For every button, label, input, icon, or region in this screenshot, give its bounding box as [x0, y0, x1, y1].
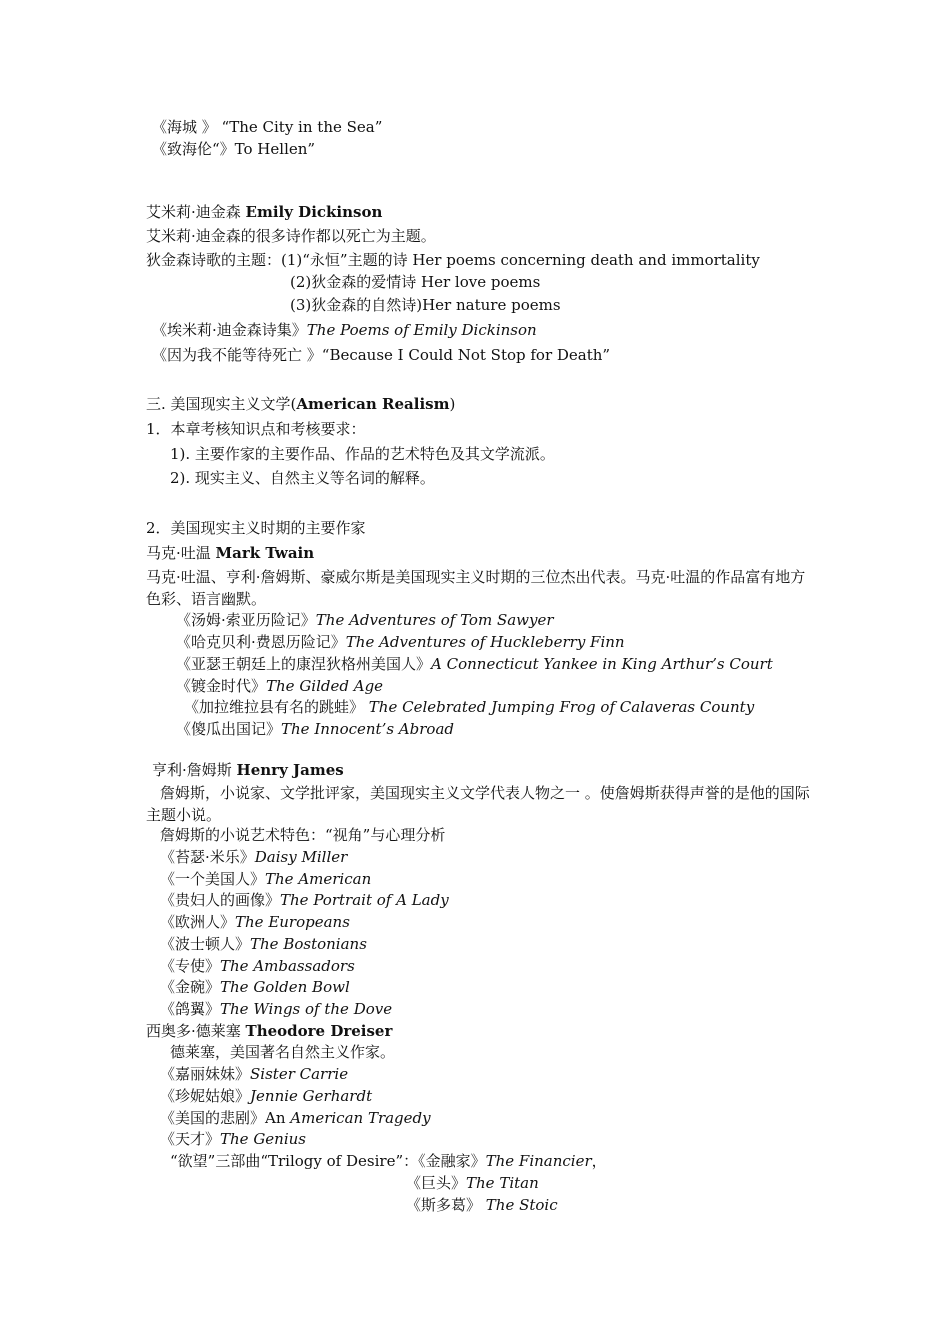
section3-requirement-2: 2). 现实主义、自然主义等名词的解释。	[170, 469, 435, 487]
dickinson-work-death: 《因为我不能等待死亡 》“Because I Could Not Stop for Death”	[152, 346, 611, 364]
twain-work: 《亚瑟王朝廷上的康涅狄格州美国人》A Connecticut Yankee in King Arthur’s Court	[176, 655, 773, 673]
dreiser-trilogy-titan: 《巨头》The Titan	[406, 1174, 539, 1192]
twain-work: 《汤姆·索亚历险记》The Adventures of Tom Sawyer	[176, 611, 554, 629]
dreiser-heading: 西奥多·德莱塞 Theodore Dreiser	[146, 1022, 393, 1040]
dickinson-theme-2: (2)狄金森的爱情诗 Her love poems	[290, 273, 541, 291]
poe-work-city-in-the-sea: 《海城 》 “The City in the Sea”	[152, 118, 383, 136]
dreiser-trilogy: “欲望”三部曲“Trilogy of Desire”：《金融家》The Financier，	[170, 1152, 607, 1170]
dickinson-work-poems: 《埃米莉·迪金森诗集》The Poems of Emily Dickinson	[152, 321, 537, 339]
james-work: 《专使》The Ambassadors	[160, 957, 355, 975]
dreiser-intro: 德莱塞，美国著名自然主义作家。	[170, 1043, 396, 1061]
twain-work: 《哈克贝利·费恩历险记》The Adventures of Huckleberry Finn	[176, 633, 625, 651]
twain-work: 《加拉维拉县有名的跳蛙》 The Celebrated Jumping Frog of Calaveras County	[184, 698, 755, 716]
james-work: 《欧洲人》The Europeans	[160, 913, 350, 931]
dickinson-name-zh: 艾米莉·迪金森	[146, 203, 246, 221]
dreiser-work: 《嘉丽妹妹》Sister Carrie	[160, 1065, 349, 1083]
section3-requirement-1: 1). 主要作家的主要作品、作品的艺术特色及其文学流派。	[170, 445, 555, 463]
james-work: 《波士顿人》The Bostonians	[160, 935, 367, 953]
james-work: 《贵妇人的画像》The Portrait of A Lady	[160, 891, 449, 909]
dickinson-name-en: Emily Dickinson	[245, 203, 383, 221]
section3-heading: 三. 美国现实主义文学(American Realism)	[146, 395, 456, 413]
twain-intro: 马克·吐温、亨利·詹姆斯、豪威尔斯是美国现实主义时期的三位杰出代表。马克·吐温的作品富有地方色彩、语言幽默。	[146, 568, 806, 608]
twain-work: 《傻瓜出国记》The Innocent’s Abroad	[176, 720, 454, 738]
dickinson-theme-1: 狄金森诗歌的主题：(1)“永恒”主题的诗 Her poems concerning death and immortality	[146, 251, 760, 269]
poe-work-to-helen: 《致海伦“》To Hellen”	[152, 140, 316, 158]
james-intro: 詹姆斯，小说家、文学批评家，美国现实主义文学代表人物之一 。使詹姆斯获得声誉的是他的国际主题小说。	[146, 784, 810, 824]
dickinson-heading	[146, 202, 382, 222]
twain-heading: 马克·吐温 Mark Twain	[146, 544, 315, 562]
twain-work: 《镀金时代》The Gilded Age	[176, 677, 384, 695]
james-features: 詹姆斯的小说艺术特色：“视角”与心理分析	[160, 826, 446, 844]
section3-requirements-title: 1．本章考核知识点和考核要求：	[146, 420, 366, 438]
james-heading: 亨利·詹姆斯 Henry James	[152, 761, 344, 779]
dreiser-trilogy-stoic: 《斯多葛》 The Stoic	[406, 1196, 558, 1214]
section3-writers-title: 2．美国现实主义时期的主要作家	[146, 519, 366, 537]
dickinson-theme-3: (3)狄金森的自然诗)Her nature poems	[290, 296, 561, 314]
dreiser-work: 《美国的悲剧》An American Tragedy	[160, 1109, 431, 1127]
james-work: 《金碗》The Golden Bowl	[160, 978, 350, 996]
james-work: 《苔瑟·米乐》Daisy Miller	[160, 848, 348, 866]
james-work: 《鸽翼》The Wings of the Dove	[160, 1000, 393, 1018]
dickinson-intro: 艾米莉·迪金森的很多诗作都以死亡为主题。	[146, 227, 436, 245]
dreiser-work: 《珍妮姑娘》Jennie Gerhardt	[160, 1087, 373, 1105]
james-work: 《一个美国人》The American	[160, 870, 372, 888]
dreiser-work: 《天才》The Genius	[160, 1130, 307, 1148]
